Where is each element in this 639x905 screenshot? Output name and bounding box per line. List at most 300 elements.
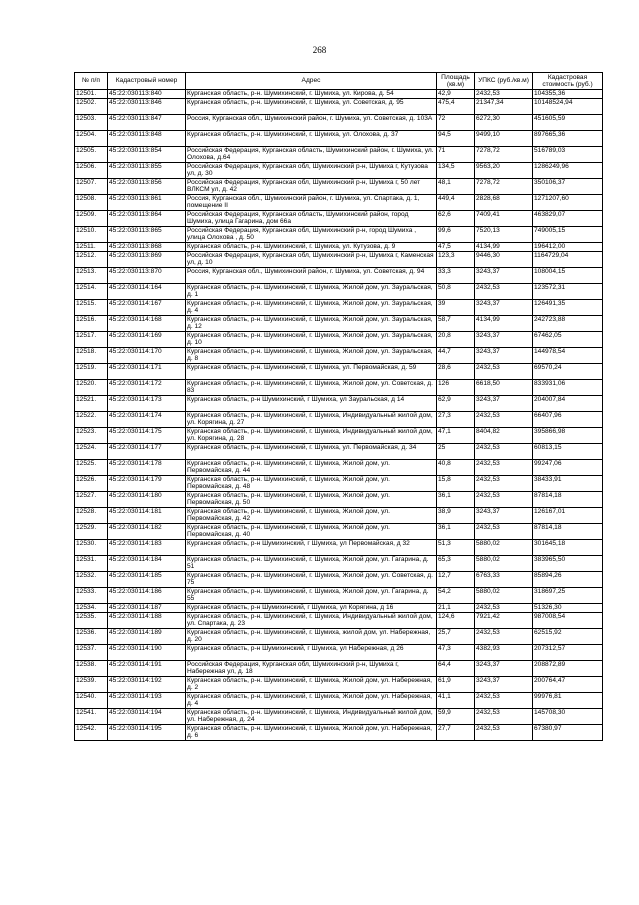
row-number-cell: 12529. [75,524,108,540]
cadastral-value-cell: 66407,96 [533,412,603,428]
upks-cell: 6272,30 [475,115,533,131]
address-cell: Курганская область, р-н. Шумихинский, г. Шумиха, Жилой дом, ул. Первомайская, д. 48 [186,476,437,492]
upks-cell: 7278,72 [475,179,533,195]
cadastral-number-cell: 45:22:030114:188 [108,613,186,629]
upks-cell: 9446,30 [475,252,533,268]
address-cell: Курганская область, р-н. Шумихинский, г. Шумиха, Жилой дом, ул. Гагарина, д. 55 [186,588,437,604]
upks-cell: 7921,42 [475,613,533,629]
row-number-cell: 12534. [75,604,108,613]
address-cell: Курганская область, р-н. Шумихинский, г. Шумиха, Жилой дом, ул. Советская, д. 75 [186,572,437,588]
row-number-cell: 12502. [75,99,108,115]
area-cell: 25 [437,444,475,460]
table-row [75,572,603,588]
area-cell: 27,3 [437,412,475,428]
area-cell: 72 [437,115,475,131]
area-cell: 59,9 [437,709,475,725]
cadastral-number-cell: 45:22:030114:164 [108,284,186,300]
row-number-cell: 12530. [75,540,108,556]
cadastral-value-cell: 1271207,60 [533,195,603,211]
cadastral-value-cell: 749005,15 [533,227,603,243]
table-row [75,629,603,645]
cadastral-value-cell: 463829,07 [533,211,603,227]
row-number-cell: 12516. [75,316,108,332]
cadastral-value-cell: 108004,15 [533,268,603,284]
upks-cell: 2432,53 [475,284,533,300]
table-row [75,476,603,492]
upks-cell: 9563,20 [475,163,533,179]
col-header-upks: УПКС (руб./кв.м) [475,73,533,90]
cadastral-value-cell: 318697,25 [533,588,603,604]
cadastral-number-cell: 45:22:030114:186 [108,588,186,604]
upks-cell: 7278,72 [475,147,533,163]
cadastral-value-cell: 60813,15 [533,444,603,460]
upks-cell: 2432,53 [475,364,533,380]
cadastral-value-cell: 62515,92 [533,629,603,645]
cadastral-value-cell: 516789,03 [533,147,603,163]
row-number-cell: 12538. [75,661,108,677]
address-cell: Курганская область, р-н. Шумихинский, г. Шумиха, Жилой дом, ул. Первомайская, д. 42 [186,508,437,524]
area-cell: 40,8 [437,460,475,476]
table-row [75,540,603,556]
address-cell: Российская Федерация, Курганская обл, Шумихинский р-н, город Шумиха , улица Олохова , д. 50 [186,227,437,243]
table-row [75,179,603,195]
table-row [75,444,603,460]
cadastral-value-cell: 126491,35 [533,300,603,316]
row-number-cell: 12540. [75,693,108,709]
area-cell: 42,9 [437,90,475,99]
cadastral-table [74,72,603,741]
area-cell: 71 [437,147,475,163]
row-number-cell: 12525. [75,460,108,476]
row-number-cell: 12505. [75,147,108,163]
upks-cell: 4382,93 [475,645,533,661]
cadastral-value-cell: 85894,26 [533,572,603,588]
area-cell: 41,1 [437,693,475,709]
cadastral-number-cell: 45:22:030114:183 [108,540,186,556]
cadastral-number-cell: 45:22:030113:869 [108,252,186,268]
table-row [75,243,603,252]
area-cell: 20,8 [437,332,475,348]
table-row [75,725,603,741]
cadastral-number-cell: 45:22:030113:864 [108,211,186,227]
cadastral-value-cell: 69570,24 [533,364,603,380]
area-cell: 12,7 [437,572,475,588]
cadastral-number-cell: 45:22:030114:172 [108,380,186,396]
row-number-cell: 12503. [75,115,108,131]
upks-cell: 7409,41 [475,211,533,227]
upks-cell: 2432,53 [475,725,533,741]
cadastral-number-cell: 45:22:030113:855 [108,163,186,179]
row-number-cell: 12542. [75,725,108,741]
address-cell: Курганская область, р-н. Шумихинский, г. Шумиха, ул. Первомайская, д. 59 [186,364,437,380]
address-cell: Курганская область, р-н. Шумихинский, г. Шумиха, Жилой дом, ул. Набережная, д. 4 [186,693,437,709]
cadastral-value-cell: 51326,30 [533,604,603,613]
address-cell: Курганская область, р-н Шумихинский, г Шумиха, ул Первомайская, д 32 [186,540,437,556]
table-row [75,677,603,693]
upks-cell: 5880,02 [475,540,533,556]
area-cell: 62,9 [437,396,475,412]
cadastral-number-cell: 45:22:030114:184 [108,556,186,572]
table-row [75,588,603,604]
cadastral-number-cell: 45:22:030114:194 [108,709,186,725]
area-cell: 50,8 [437,284,475,300]
table-row [75,195,603,211]
col-header-address: Адрес [186,73,437,90]
table-row [75,460,603,476]
cadastral-value-cell: 987008,54 [533,613,603,629]
cadastral-value-cell: 67380,97 [533,725,603,741]
address-cell: Курганская область, р-н. Шумихинский, г. Шумиха, Жилой дом, ул. Набережная, д. 2 [186,677,437,693]
table-row [75,380,603,396]
area-cell: 51,3 [437,540,475,556]
area-cell: 475,4 [437,99,475,115]
cadastral-value-cell: 87814,18 [533,492,603,508]
upks-cell: 3243,37 [475,508,533,524]
upks-cell: 2432,53 [475,629,533,645]
table-row [75,524,603,540]
row-number-cell: 12522. [75,412,108,428]
cadastral-value-cell: 833931,06 [533,380,603,396]
cadastral-value-cell: 123572,31 [533,284,603,300]
address-cell: Курганская область, р-н. Шумихинский, г. Шумиха, Жилой дом, ул. Первомайская, д. 44 [186,460,437,476]
row-number-cell: 12539. [75,677,108,693]
area-cell: 62,6 [437,211,475,227]
table-row [75,115,603,131]
row-number-cell: 12517. [75,332,108,348]
row-number-cell: 12536. [75,629,108,645]
row-number-cell: 12531. [75,556,108,572]
cadastral-number-cell: 45:22:030114:195 [108,725,186,741]
table-row [75,556,603,572]
address-cell: Курганская область, р-н. Шумихинский, г. Шумиха, Жилой дом, ул. Зауральская, д. 8 [186,348,437,364]
cadastral-number-cell: 45:22:030114:187 [108,604,186,613]
row-number-cell: 12510. [75,227,108,243]
area-cell: 48,1 [437,179,475,195]
table-row [75,147,603,163]
table-row [75,364,603,380]
area-cell: 25,7 [437,629,475,645]
upks-cell: 2432,53 [475,693,533,709]
address-cell: Курганская область, р-н. Шумихинский, г. Шумиха, ул. Советская, д. 95 [186,99,437,115]
address-cell: Российская Федерация, Курганская обл, Шумихинский р-н, Шумиха г, 50 лет ВЛКСМ ул, д. 42 [186,179,437,195]
row-number-cell: 12524. [75,444,108,460]
address-cell: Российская Федерация, Курганская обл, Шумихинский р-н, Шумиха г, Набережная ул, д. 18 [186,661,437,677]
upks-cell: 2432,53 [475,444,533,460]
area-cell: 47,3 [437,645,475,661]
cadastral-value-cell: 395866,98 [533,428,603,444]
row-number-cell: 12528. [75,508,108,524]
area-cell: 94,5 [437,131,475,147]
upks-cell: 9499,10 [475,131,533,147]
table-row [75,428,603,444]
upks-cell: 3243,37 [475,300,533,316]
address-cell: Курганская область, р-н. Шумихинский, г. Шумиха, жилой дом, ул. Набережная, д. 20 [186,629,437,645]
row-number-cell: 12507. [75,179,108,195]
row-number-cell: 12514. [75,284,108,300]
area-cell: 99,6 [437,227,475,243]
row-number-cell: 12537. [75,645,108,661]
cadastral-number-cell: 45:22:030114:177 [108,444,186,460]
table-header-row [75,73,603,90]
cadastral-value-cell: 99976,81 [533,693,603,709]
address-cell: Россия, Курганская обл., Шумихинский район, г. Шумиха, ул. Советская, д. 103А [186,115,437,131]
address-cell: Курганская область, р-н. Шумихинский, г. Шумиха, Жилой дом, ул. Советская, д. 83 [186,380,437,396]
cadastral-value-cell: 10148524,94 [533,99,603,115]
upks-cell: 7520,13 [475,227,533,243]
cadastral-number-cell: 45:22:030114:168 [108,316,186,332]
row-number-cell: 12533. [75,588,108,604]
col-header-number: № п/п [75,73,108,90]
area-cell: 36,1 [437,492,475,508]
area-cell: 124,6 [437,613,475,629]
area-cell: 54,2 [437,588,475,604]
cadastral-value-cell: 99247,06 [533,460,603,476]
table-row [75,604,603,613]
upks-cell: 3243,37 [475,677,533,693]
page-number: 268 [312,45,327,55]
cadastral-value-cell: 301645,18 [533,540,603,556]
table-row [75,709,603,725]
table-row [75,693,603,709]
upks-cell: 8404,82 [475,428,533,444]
cadastral-value-cell: 87814,18 [533,524,603,540]
cadastral-number-cell: 45:22:030114:171 [108,364,186,380]
cadastral-number-cell: 45:22:030113:846 [108,99,186,115]
cadastral-number-cell: 45:22:030114:180 [108,492,186,508]
row-number-cell: 12504. [75,131,108,147]
cadastral-value-cell: 144978,54 [533,348,603,364]
row-number-cell: 12511. [75,243,108,252]
table-row [75,348,603,364]
address-cell: Российская Федерация, Курганская область, Шумихинский район, город Шумиха, улица Гагарина, дом 66а [186,211,437,227]
cadastral-value-cell: 451605,59 [533,115,603,131]
area-cell: 61,9 [437,677,475,693]
area-cell: 38,9 [437,508,475,524]
area-cell: 64,4 [437,661,475,677]
address-cell: Курганская область, р-н. Шумихинский, г. Шумиха, Жилой дом, ул. Первомайская, д. 50 [186,492,437,508]
row-number-cell: 12521. [75,396,108,412]
area-cell: 123,3 [437,252,475,268]
cadastral-number-cell: 45:22:030113:840 [108,90,186,99]
cadastral-number-cell: 45:22:030114:190 [108,645,186,661]
cadastral-value-cell: 350106,37 [533,179,603,195]
cadastral-value-cell: 126167,01 [533,508,603,524]
address-cell: Курганская область, р-н. Шумихинский, г. Шумиха, Жилой дом, ул. Зауральская, д. 12 [186,316,437,332]
table-row [75,268,603,284]
cadastral-value-cell: 242723,88 [533,316,603,332]
address-cell: Россия, Курганская обл., Шумихинский район, г. Шумиха, ул. Спартака, д. 1, помещение II [186,195,437,211]
row-number-cell: 12532. [75,572,108,588]
cadastral-value-cell: 1286249,96 [533,163,603,179]
table-row [75,99,603,115]
table-row [75,131,603,147]
table-row [75,211,603,227]
cadastral-value-cell: 1164729,04 [533,252,603,268]
row-number-cell: 12508. [75,195,108,211]
table-row [75,300,603,316]
table-row [75,396,603,412]
table-row [75,90,603,99]
upks-cell: 4134,99 [475,316,533,332]
upks-cell: 2432,53 [475,604,533,613]
upks-cell: 2432,53 [475,524,533,540]
table-row [75,163,603,179]
row-number-cell: 12518. [75,348,108,364]
area-cell: 126 [437,380,475,396]
row-number-cell: 12506. [75,163,108,179]
cadastral-number-cell: 45:22:030113:861 [108,195,186,211]
upks-cell: 2432,53 [475,90,533,99]
area-cell: 58,7 [437,316,475,332]
table-body [75,90,603,741]
upks-cell: 2432,53 [475,492,533,508]
cadastral-value-cell: 104355,36 [533,90,603,99]
address-cell: Курганская область, р-н Шумихинский, г Шумиха, ул Зауральская, д 14 [186,396,437,412]
cadastral-number-cell: 45:22:030114:173 [108,396,186,412]
upks-cell: 3243,37 [475,268,533,284]
upks-cell: 21347,34 [475,99,533,115]
table-row [75,316,603,332]
table-row [75,284,603,300]
address-cell: Курганская область, р-н. Шумихинский, г. Шумиха, Жилой дом, ул. Зауральская, д. 10 [186,332,437,348]
row-number-cell: 12515. [75,300,108,316]
upks-cell: 6763,33 [475,572,533,588]
cadastral-value-cell: 383965,50 [533,556,603,572]
upks-cell: 2432,53 [475,460,533,476]
col-header-cadastral-value: Кадастровая стоимость (руб.) [533,73,603,90]
cadastral-number-cell: 45:22:030113:847 [108,115,186,131]
address-cell: Курганская область, р-н. Шумихинский, г. Шумиха, Жилой дом, ул. Первомайская, д. 40 [186,524,437,540]
col-header-cadastral-number: Кадастровый номер [108,73,186,90]
area-cell: 47,1 [437,428,475,444]
cadastral-value-cell: 145708,30 [533,709,603,725]
table-row [75,492,603,508]
cadastral-value-cell: 897665,36 [533,131,603,147]
area-cell: 39 [437,300,475,316]
row-number-cell: 12527. [75,492,108,508]
table-row [75,332,603,348]
table-row [75,645,603,661]
area-cell: 36,1 [437,524,475,540]
cadastral-number-cell: 45:22:030113:854 [108,147,186,163]
table-row [75,613,603,629]
address-cell: Российская Федерация, Курганская обл, Шумихинский р-н, Шумиха г, Кутузова ул, д. 30 [186,163,437,179]
cadastral-value-cell: 67462,05 [533,332,603,348]
cadastral-value-cell: 196412,00 [533,243,603,252]
upks-cell: 2432,53 [475,709,533,725]
address-cell: Российская Федерация, Курганская обл, Шумихинский р-н, Шумиха г, Каменская ул, д. 10 [186,252,437,268]
cadastral-number-cell: 45:22:030113:865 [108,227,186,243]
address-cell: Курганская область, р-н. Шумихинский, г. Шумиха, Индивидуальный жилой дом, ул. Корягина, д. 27 [186,412,437,428]
cadastral-number-cell: 45:22:030114:178 [108,460,186,476]
cadastral-number-cell: 45:22:030113:856 [108,179,186,195]
cadastral-number-cell: 45:22:030114:181 [108,508,186,524]
cadastral-number-cell: 45:22:030114:189 [108,629,186,645]
row-number-cell: 12509. [75,211,108,227]
cadastral-value-cell: 200764,47 [533,677,603,693]
cadastral-value-cell: 207312,57 [533,645,603,661]
area-cell: 44,7 [437,348,475,364]
cadastral-value-cell: 208872,89 [533,661,603,677]
cadastral-number-cell: 45:22:030114:167 [108,300,186,316]
address-cell: Курганская область, р-н. Шумихинский, г. Шумиха, ул. Кутузова, д. 9 [186,243,437,252]
cadastral-number-cell: 45:22:030114:192 [108,677,186,693]
cadastral-number-cell: 45:22:030114:191 [108,661,186,677]
address-cell: Курганская область, р-н Шумихинский, г Шумиха, ул Корягина, д 16 [186,604,437,613]
address-cell: Курганская область, р-н. Шумихинский, г. Шумиха, Жилой дом, ул. Гагарина, д. 51 [186,556,437,572]
address-cell: Курганская область, р-н. Шумихинский, г. Шумиха, Индивидуальный жилой дом, ул. Набережная, д. 24 [186,709,437,725]
address-cell: Курганская область, р-н. Шумихинский, г. Шумиха, Индивидуальный жилой дом, ул. Корягина, д. 28 [186,428,437,444]
address-cell: Курганская область, р-н. Шумихинский, г. Шумиха, ул. Первомайская, д. 34 [186,444,437,460]
upks-cell: 2432,53 [475,476,533,492]
row-number-cell: 12519. [75,364,108,380]
col-header-area: Площадь (кв.м) [437,73,475,90]
cadastral-value-cell: 38433,91 [533,476,603,492]
address-cell: Российская Федерация, Курганская область, Шумихинский район, г. Шумиха, ул. Олохова, д.64 [186,147,437,163]
cadastral-number-cell: 45:22:030114:175 [108,428,186,444]
table-row [75,508,603,524]
upks-cell: 3243,37 [475,396,533,412]
upks-cell: 5880,02 [475,588,533,604]
upks-cell: 4134,99 [475,243,533,252]
area-cell: 47,5 [437,243,475,252]
upks-cell: 2828,68 [475,195,533,211]
table-row [75,412,603,428]
address-cell: Курганская область, р-н. Шумихинский, г. Шумиха, Индивидуальный жилой дом, ул. Спартака, д. 23 [186,613,437,629]
address-cell: Курганская область, р-н. Шумихинский, г. Шумиха, Жилой дом, ул. Зауральская, д. 1 [186,284,437,300]
row-number-cell: 12501. [75,90,108,99]
cadastral-number-cell: 45:22:030114:182 [108,524,186,540]
area-cell: 134,5 [437,163,475,179]
area-cell: 449,4 [437,195,475,211]
table-row [75,252,603,268]
address-cell: Курганская область, р-н Шумихинский, г Шумиха, ул Набережная, д 26 [186,645,437,661]
upks-cell: 3243,37 [475,661,533,677]
upks-cell: 3243,37 [475,332,533,348]
cadastral-number-cell: 45:22:030114:169 [108,332,186,348]
cadastral-number-cell: 45:22:030114:174 [108,412,186,428]
row-number-cell: 12535. [75,613,108,629]
area-cell: 65,3 [437,556,475,572]
table-row [75,227,603,243]
cadastral-number-cell: 45:22:030113:870 [108,268,186,284]
cadastral-number-cell: 45:22:030113:848 [108,131,186,147]
cadastral-value-cell: 204007,84 [533,396,603,412]
address-cell: Россия, Курганская обл., Шумихинский район, г. Шумиха, ул. Советская, д. 94 [186,268,437,284]
row-number-cell: 12541. [75,709,108,725]
area-cell: 28,6 [437,364,475,380]
cadastral-number-cell: 45:22:030114:193 [108,693,186,709]
cadastral-number-cell: 45:22:030114:179 [108,476,186,492]
upks-cell: 3243,37 [475,348,533,364]
address-cell: Курганская область, р-н. Шумихинский, г. Шумиха, ул. Кирова, д. 54 [186,90,437,99]
upks-cell: 5880,02 [475,556,533,572]
row-number-cell: 12512. [75,252,108,268]
row-number-cell: 12520. [75,380,108,396]
address-cell: Курганская область, р-н. Шумихинский, г. Шумиха, ул. Олохова, д. 37 [186,131,437,147]
area-cell: 27,7 [437,725,475,741]
cadastral-number-cell: 45:22:030114:170 [108,348,186,364]
upks-cell: 6618,50 [475,380,533,396]
area-cell: 33,3 [437,268,475,284]
address-cell: Курганская область, р-н. Шумихинский, г. Шумиха, Жилой дом, ул. Зауральская, д. 4 [186,300,437,316]
row-number-cell: 12526. [75,476,108,492]
upks-cell: 2432,53 [475,412,533,428]
table-row [75,661,603,677]
row-number-cell: 12523. [75,428,108,444]
address-cell: Курганская область, р-н. Шумихинский, г. Шумиха, Жилой дом, ул. Набережная, д. 6 [186,725,437,741]
row-number-cell: 12513. [75,268,108,284]
